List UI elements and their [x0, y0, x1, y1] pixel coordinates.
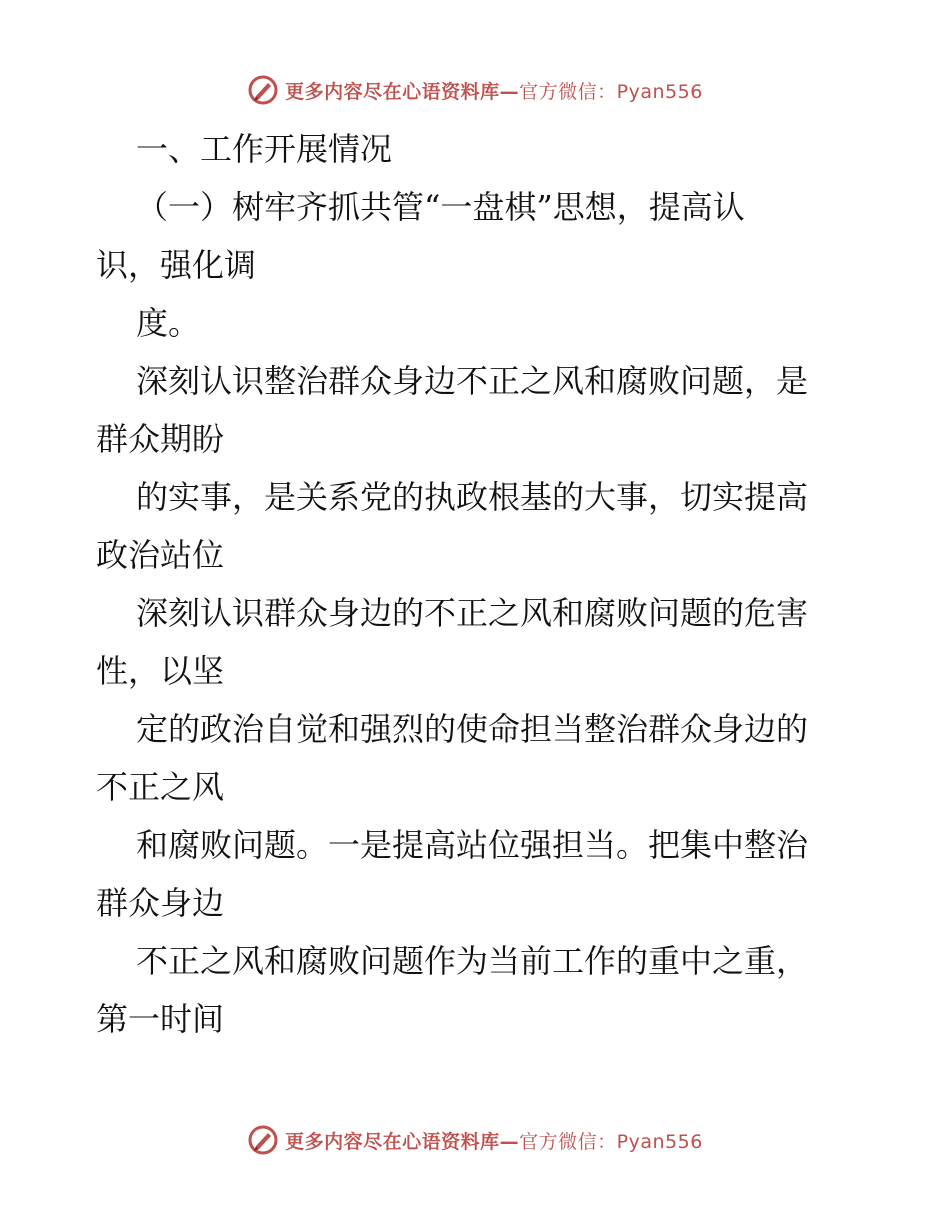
banner-main-text: 更多内容尽在心语资料库— [285, 1130, 520, 1153]
text-line: 群众身边 [96, 884, 225, 922]
text-line: 深刻认识整治群众身边不正之风和腐败问题，是 [136, 362, 809, 400]
text-line: 的实事，是关系党的执政根基的大事，切实提高 [136, 478, 809, 516]
text-line: 政治站位 [96, 536, 225, 574]
text-line: 和腐败问题。一是提高站位强担当。把集中整治 [136, 826, 809, 864]
text-line: 定的政治自觉和强烈的使命担当整治群众身边的 [136, 710, 809, 748]
text-line: 度。 [136, 304, 201, 342]
text-line: 识，强化调 [96, 246, 257, 284]
text-line: 性，以坚 [96, 652, 225, 690]
banner-wechat-text: 官方微信：Pyan556 [519, 1130, 703, 1153]
header-banner [0, 70, 950, 110]
document-body [96, 120, 856, 1048]
footer-banner [0, 1120, 950, 1160]
banner-text [285, 77, 703, 104]
subsection-heading: （一）树牢齐抓共管“一盘棋”思想，提高认 [136, 188, 745, 226]
text-line: 群众期盼 [96, 420, 225, 458]
pen-circle-logo-icon [247, 1124, 279, 1156]
text-line: 深刻认识群众身边的不正之风和腐败问题的危害 [136, 594, 809, 632]
pen-circle-logo-icon [247, 74, 279, 106]
text-line: 不正之风 [96, 768, 225, 806]
banner-wechat-text: 官方微信：Pyan556 [519, 80, 703, 103]
banner-main-text: 更多内容尽在心语资料库— [285, 80, 520, 103]
text-line: 不正之风和腐败问题作为当前工作的重中之重， [136, 942, 809, 980]
text-line: 第一时间 [96, 1000, 225, 1038]
banner-text [285, 1127, 703, 1154]
section-heading: 一、工作开展情况 [136, 130, 393, 168]
